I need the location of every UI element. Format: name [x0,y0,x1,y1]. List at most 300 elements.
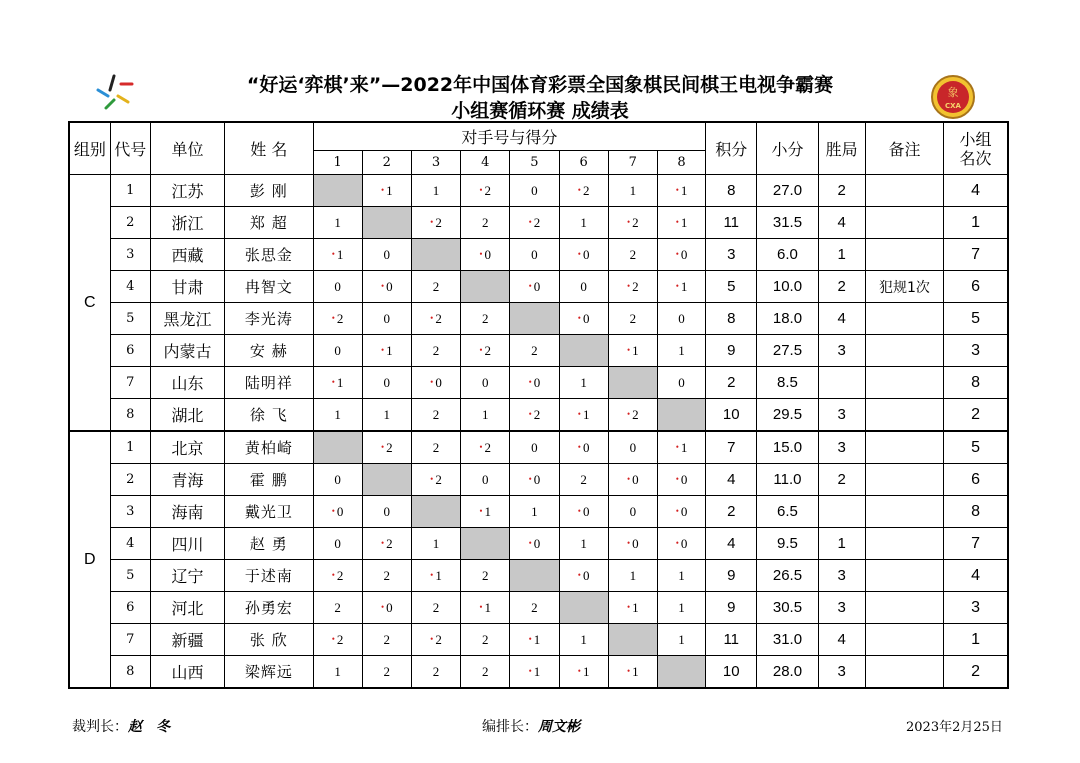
score-value: 2 [629,246,637,262]
score-cell [657,624,705,656]
score-value: 0 [680,503,688,519]
page-title: “好运‘弈棋’来”—2022年中国体育彩票全国象棋民间棋王电视争霸赛 [246,74,834,96]
red-dot-icon: • [479,184,483,195]
remarks-cell [865,367,943,399]
score-cell [313,367,362,399]
red-dot-icon: • [626,344,631,355]
score-cell [313,464,362,496]
score-cell [461,560,510,592]
player-name: 冉智文 [225,271,313,303]
score-cell [510,367,559,399]
score-value: 2 [336,567,344,583]
score-cell [608,560,657,592]
score-value: 1 [680,182,688,198]
small-points-cell: 6.5 [757,496,818,528]
points-cell: 9 [706,592,757,624]
score-cell [510,528,559,560]
wins-cell: 4 [818,207,865,239]
arranger-label: 编排长： [482,719,538,735]
score-cell [608,399,657,432]
score-value: 2 [632,278,639,294]
score-cell [608,464,657,496]
small-points-cell: 27.0 [757,175,818,207]
score-value: 0 [678,374,685,390]
header-opponent-5: 5 [510,151,559,175]
score-cell [461,464,510,496]
score-cell [362,399,411,432]
red-dot-icon: • [626,473,631,484]
score-value: 1 [678,567,685,583]
wins-cell: 2 [818,175,865,207]
score-value: 2 [629,310,637,326]
red-dot-icon: • [331,505,335,516]
score-cell [313,271,362,303]
score-value: 1 [432,535,440,551]
score-value: 2 [336,310,344,326]
score-cell [411,175,460,207]
red-dot-icon: • [675,473,679,484]
score-value: 2 [481,310,489,326]
remarks-cell [865,624,943,656]
points-cell: 11 [706,207,757,239]
score-value: 2 [481,663,489,679]
player-unit: 山西 [150,656,224,689]
score-cell [411,431,460,464]
points-cell: 8 [706,303,757,335]
score-value: 2 [533,214,541,230]
player-name: 安 赫 [225,335,313,367]
small-points-cell: 6.0 [757,239,818,271]
score-value: 2 [334,599,341,615]
header-opponent-7: 7 [608,151,657,175]
score-value: 0 [435,374,442,390]
player-code: 6 [110,592,150,624]
diagonal-cell [559,592,608,624]
score-value: 0 [531,439,538,455]
group-label: C [69,175,110,432]
diagonal-cell [411,239,460,271]
points-cell: 9 [706,560,757,592]
player-unit: 湖北 [150,399,224,432]
score-value: 2 [481,631,489,647]
score-value: 0 [383,310,391,326]
red-dot-icon: • [479,441,483,452]
red-dot-icon: • [626,216,631,227]
wins-cell: 3 [818,560,865,592]
score-value: 2 [531,599,538,615]
score-cell [411,399,460,432]
score-value: 0 [386,599,393,615]
player-code: 1 [110,431,150,464]
red-dot-icon: • [528,408,532,419]
red-dot-icon: • [479,601,483,612]
score-value: 0 [533,278,541,294]
player-name: 霍 鹏 [225,464,313,496]
score-value: 1 [432,182,440,198]
player-code: 5 [110,303,150,335]
score-value: 0 [383,374,391,390]
score-value: 2 [432,599,440,615]
score-value: 1 [481,406,489,422]
score-cell [559,207,608,239]
diagonal-cell [510,303,559,335]
referee [72,716,170,736]
score-value: 0 [334,342,341,358]
player-name: 戴光卫 [225,496,313,528]
table-row [69,624,1008,656]
red-dot-icon: • [577,184,581,195]
score-value: 1 [680,214,688,230]
diagonal-cell [461,528,510,560]
player-unit: 西藏 [150,239,224,271]
score-value: 2 [481,214,489,230]
header-opponent-2: 2 [362,151,411,175]
header-wins: 胜局 [818,122,865,175]
score-value: 2 [435,471,442,487]
small-points-cell: 15.0 [757,431,818,464]
red-dot-icon: • [675,537,679,548]
remarks-cell: 犯规1次 [865,271,943,303]
points-cell: 3 [706,239,757,271]
player-code: 8 [110,656,150,689]
score-cell [313,560,362,592]
header-rank [944,122,1008,175]
rank-cell: 4 [944,560,1008,592]
score-cell [510,496,559,528]
score-cell [657,303,705,335]
diagonal-cell [362,464,411,496]
score-value: 2 [533,406,541,422]
score-value: 1 [336,246,344,262]
wins-cell [818,367,865,399]
score-cell [362,528,411,560]
score-value: 0 [632,535,639,551]
score-value: 0 [582,246,590,262]
remarks-cell [865,239,943,271]
diagonal-cell [313,175,362,207]
table-row [69,656,1008,689]
score-cell [510,239,559,271]
diagonal-cell [461,271,510,303]
score-cell [608,303,657,335]
small-points-cell: 10.0 [757,271,818,303]
score-value: 2 [632,406,639,422]
score-cell [461,367,510,399]
wins-cell: 3 [818,431,865,464]
score-cell [657,431,705,464]
points-cell: 2 [706,367,757,399]
red-dot-icon: • [675,441,679,452]
wins-cell: 4 [818,624,865,656]
small-points-cell: 31.5 [757,207,818,239]
score-value: 1 [334,663,341,679]
score-value: 1 [680,278,688,294]
red-dot-icon: • [626,665,631,676]
score-cell [313,624,362,656]
score-cell [461,592,510,624]
score-value: 1 [334,214,341,230]
player-unit: 黑龙江 [150,303,224,335]
score-cell [461,656,510,689]
rank-cell: 8 [944,367,1008,399]
score-value: 2 [336,631,344,647]
score-cell [657,496,705,528]
score-cell [411,624,460,656]
score-value: 1 [531,503,538,519]
group-label: D [69,431,110,688]
rank-cell: 6 [944,464,1008,496]
score-cell [411,303,460,335]
diagonal-cell [362,207,411,239]
score-cell [510,592,559,624]
rank-cell: 7 [944,528,1008,560]
score-value: 1 [336,374,344,390]
red-dot-icon: • [528,633,532,644]
score-value: 2 [383,631,391,647]
points-cell: 5 [706,271,757,303]
score-cell [559,624,608,656]
points-cell: 10 [706,399,757,432]
header-code: 代号 [110,122,150,175]
player-code: 7 [110,367,150,399]
diagonal-cell [559,335,608,367]
score-value: 0 [533,471,541,487]
score-value: 0 [386,278,393,294]
points-cell: 11 [706,624,757,656]
score-cell [313,496,362,528]
score-cell [510,207,559,239]
red-dot-icon: • [430,633,434,644]
score-value: 0 [334,278,341,294]
red-dot-icon: • [675,216,679,227]
table-row [69,464,1008,496]
score-value: 1 [580,535,587,551]
points-cell: 7 [706,431,757,464]
player-name: 彭 刚 [225,175,313,207]
score-cell [608,528,657,560]
score-value: 1 [580,374,587,390]
player-code: 7 [110,624,150,656]
red-dot-icon: • [331,376,335,387]
rank-cell: 2 [944,656,1008,689]
score-value: 0 [533,535,541,551]
points-cell: 10 [706,656,757,689]
player-name: 徐 飞 [225,399,313,432]
score-value: 2 [484,342,492,358]
table-row [69,592,1008,624]
remarks-cell [865,399,943,432]
score-cell [559,271,608,303]
score-value: 1 [678,631,685,647]
score-value: 1 [386,342,393,358]
red-dot-icon: • [577,505,581,516]
header-opponent-3: 3 [411,151,460,175]
score-cell [657,367,705,399]
rank-cell: 6 [944,271,1008,303]
table-row [69,399,1008,432]
score-cell [608,335,657,367]
score-cell [608,592,657,624]
score-cell [461,496,510,528]
player-name: 陆明祥 [225,367,313,399]
remarks-cell [865,656,943,689]
player-unit: 四川 [150,528,224,560]
score-cell [608,239,657,271]
score-value: 1 [386,182,393,198]
red-dot-icon: • [430,312,434,323]
score-cell [411,367,460,399]
score-cell [559,464,608,496]
red-dot-icon: • [331,569,335,580]
score-cell [313,592,362,624]
score-value: 0 [582,310,590,326]
red-dot-icon: • [331,312,335,323]
score-value: 0 [334,471,341,487]
score-cell [362,592,411,624]
score-cell [362,367,411,399]
red-dot-icon: • [430,473,434,484]
player-unit: 新疆 [150,624,224,656]
player-name: 赵 勇 [225,528,313,560]
header-points: 积分 [706,122,757,175]
score-value: 2 [531,342,538,358]
points-cell: 2 [706,496,757,528]
small-points-cell: 29.5 [757,399,818,432]
player-unit: 辽宁 [150,560,224,592]
score-cell [362,271,411,303]
score-cell [362,560,411,592]
rank-cell: 7 [944,239,1008,271]
red-dot-icon: • [331,248,335,259]
score-cell [362,335,411,367]
remarks-cell [865,592,943,624]
header-opponent-1: 1 [313,151,362,175]
header-opponent-8: 8 [657,151,705,175]
score-value: 0 [632,471,639,487]
score-value: 2 [582,182,590,198]
score-value: 2 [386,439,393,455]
score-value: 1 [629,567,637,583]
score-value: 2 [383,663,391,679]
score-value: 1 [678,342,685,358]
score-value: 0 [481,471,489,487]
score-value: 1 [632,342,639,358]
remarks-cell [865,207,943,239]
diagonal-cell [657,656,705,689]
table-row [69,303,1008,335]
score-cell [461,175,510,207]
player-unit: 甘肃 [150,271,224,303]
red-dot-icon: • [626,537,631,548]
points-cell: 4 [706,528,757,560]
header-opponent-6: 6 [559,151,608,175]
wins-cell: 4 [818,303,865,335]
score-cell [362,656,411,689]
red-dot-icon: • [380,344,385,355]
score-value: 0 [383,503,391,519]
score-value: 0 [531,246,538,262]
points-cell: 8 [706,175,757,207]
table-row [69,335,1008,367]
player-code: 2 [110,464,150,496]
score-value: 0 [383,246,391,262]
score-value: 0 [680,471,688,487]
wins-cell: 3 [818,656,865,689]
score-value: 2 [432,406,440,422]
player-code: 8 [110,399,150,432]
score-cell [657,464,705,496]
score-value: 1 [383,406,391,422]
score-value: 2 [435,214,442,230]
player-code: 6 [110,335,150,367]
score-value: 0 [629,503,637,519]
red-dot-icon: • [331,633,335,644]
score-cell [510,399,559,432]
table-row [69,175,1008,207]
score-value: 2 [435,310,442,326]
red-dot-icon: • [479,344,483,355]
score-value: 1 [632,663,639,679]
red-dot-icon: • [380,441,385,452]
page-subtitle: 小组赛循环赛 成绩表 [451,100,629,122]
score-cell [559,496,608,528]
diagonal-cell [313,431,362,464]
header-group: 组别 [69,122,110,175]
score-cell [362,239,411,271]
score-value: 0 [334,535,341,551]
score-value: 1 [582,663,590,679]
header-rank-line1: 小组 [959,129,992,149]
svg-text:CXA: CXA [945,102,961,110]
rank-cell: 3 [944,592,1008,624]
score-value: 0 [582,439,590,455]
player-code: 4 [110,271,150,303]
arranger [482,716,580,736]
small-points-cell: 8.5 [757,367,818,399]
score-value: 1 [582,406,590,422]
remarks-cell [865,335,943,367]
score-value: 1 [484,599,492,615]
red-dot-icon: • [528,376,532,387]
score-cell [362,624,411,656]
red-dot-icon: • [528,216,532,227]
red-dot-icon: • [430,569,434,580]
red-dot-icon: • [430,216,434,227]
score-cell [411,592,460,624]
player-code: 5 [110,560,150,592]
score-cell [362,431,411,464]
score-value: 0 [680,535,688,551]
red-dot-icon: • [528,665,532,676]
score-cell [461,207,510,239]
score-value: 1 [334,406,341,422]
score-cell [657,239,705,271]
rank-cell: 1 [944,207,1008,239]
rank-cell: 4 [944,175,1008,207]
score-value: 0 [678,310,685,326]
header-remarks: 备注 [865,122,943,175]
player-unit: 青海 [150,464,224,496]
score-cell [657,207,705,239]
wins-cell: 3 [818,335,865,367]
remarks-cell [865,303,943,335]
red-dot-icon: • [675,280,679,291]
score-value: 0 [582,567,590,583]
score-cell [559,303,608,335]
score-value: 2 [580,471,587,487]
player-unit: 山东 [150,367,224,399]
score-value: 1 [533,631,541,647]
